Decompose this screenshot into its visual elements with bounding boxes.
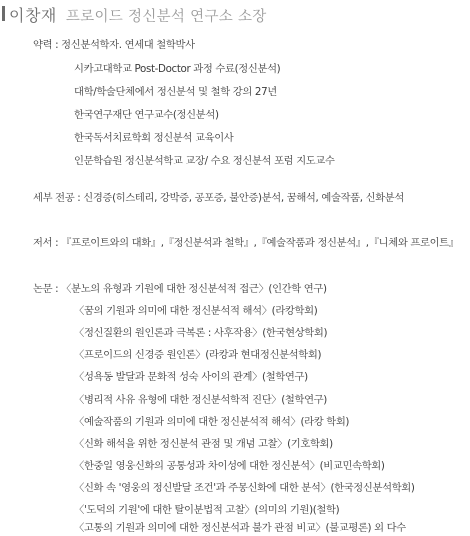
specialty-label: 세부 전공 : (33, 192, 84, 204)
paper-item: 〈병리적 사유 유형에 대한 정신분석학적 진단〉(철학연구) (74, 394, 327, 406)
paper-item: 〈성욕동 발달과 문화적 성숙 사이의 관계〉(철학연구) (74, 371, 308, 383)
paper-item: 〈꿈의 기원과 의미에 대한 정신분석적 해석〉(라캉학회) (74, 305, 318, 317)
career-item: 인문학습원 정신분석학교 교장/ 수요 정신분석 포럼 지도교수 (74, 155, 335, 167)
books-line (33, 236, 459, 250)
person-name: 이창재 (9, 6, 57, 25)
papers-label: 논문 : (33, 283, 62, 295)
books-label: 저서 : (33, 237, 62, 249)
paper-item: 〈분노의 유형과 기원에 대한 정신분석적 접근〉(인간학 연구) (61, 283, 327, 295)
person-title: 프로이드 정신분석 연구소 소장 (65, 9, 267, 25)
career-item: 한국독서치료학회 정신분석 교육이사 (74, 132, 234, 144)
paper-item: 〈한중일 영웅신화의 공통성과 차이성에 대한 정신분석〉(비교민속학회) (74, 460, 385, 472)
specialty-line (33, 191, 404, 205)
title-accent-bar (2, 6, 5, 21)
career-label: 약력 : (33, 39, 62, 51)
career-item: 시카고대학교 Post-Doctor 과정 수료(정신분석) (74, 63, 281, 75)
career-first-line (33, 38, 195, 52)
paper-item: 〈'도덕의 기원'에 대한 탈이분법적 고찰〉(의미의 기원)(철학) (74, 504, 340, 516)
papers-first-line (33, 282, 327, 296)
paper-item: 〈프로이드의 신경증 원인론〉(라캉과 현대정신분석학회) (74, 349, 322, 361)
books-text: 『프로이트와의 대화』,『정신분석과 철학』,『예술작품과 정신분석』,『니체와 프로이트』 (61, 237, 459, 249)
paper-item: 〈정신질환의 원인론과 극복론 : 사후작용〉(한국현상학회) (74, 327, 328, 339)
specialty-text: 신경증(히스테리, 강박증, 공포증, 불안증)분석, 꿈해석, 예술작품, 신화분석 (83, 192, 404, 204)
career-item: 대학/학술단체에서 정신분석 및 철학 강의 27년 (74, 86, 277, 98)
paper-item: 〈고통의 기원과 의미에 대한 정신분석과 불가 관점 비교〉(불교평론) 외 다수 (74, 522, 406, 534)
career-item: 한국연구재단 연구교수(정신분석) (74, 109, 219, 121)
paper-item: 〈신화 속 '영웅의 정신발달 조건'과 주몽신화에 대한 분석〉(한국정신분석학회) (74, 482, 415, 494)
career-item: 정신분석학자. 연세대 철학박사 (61, 39, 195, 51)
page-header (2, 3, 267, 23)
paper-item: 〈신화 해석을 위한 정신분석 관점 및 개념 고찰〉(기호학회) (74, 438, 333, 450)
paper-item: 〈예술작품의 기원과 의미에 대한 정신분석적 해석〉(라캉 학회) (74, 416, 350, 428)
